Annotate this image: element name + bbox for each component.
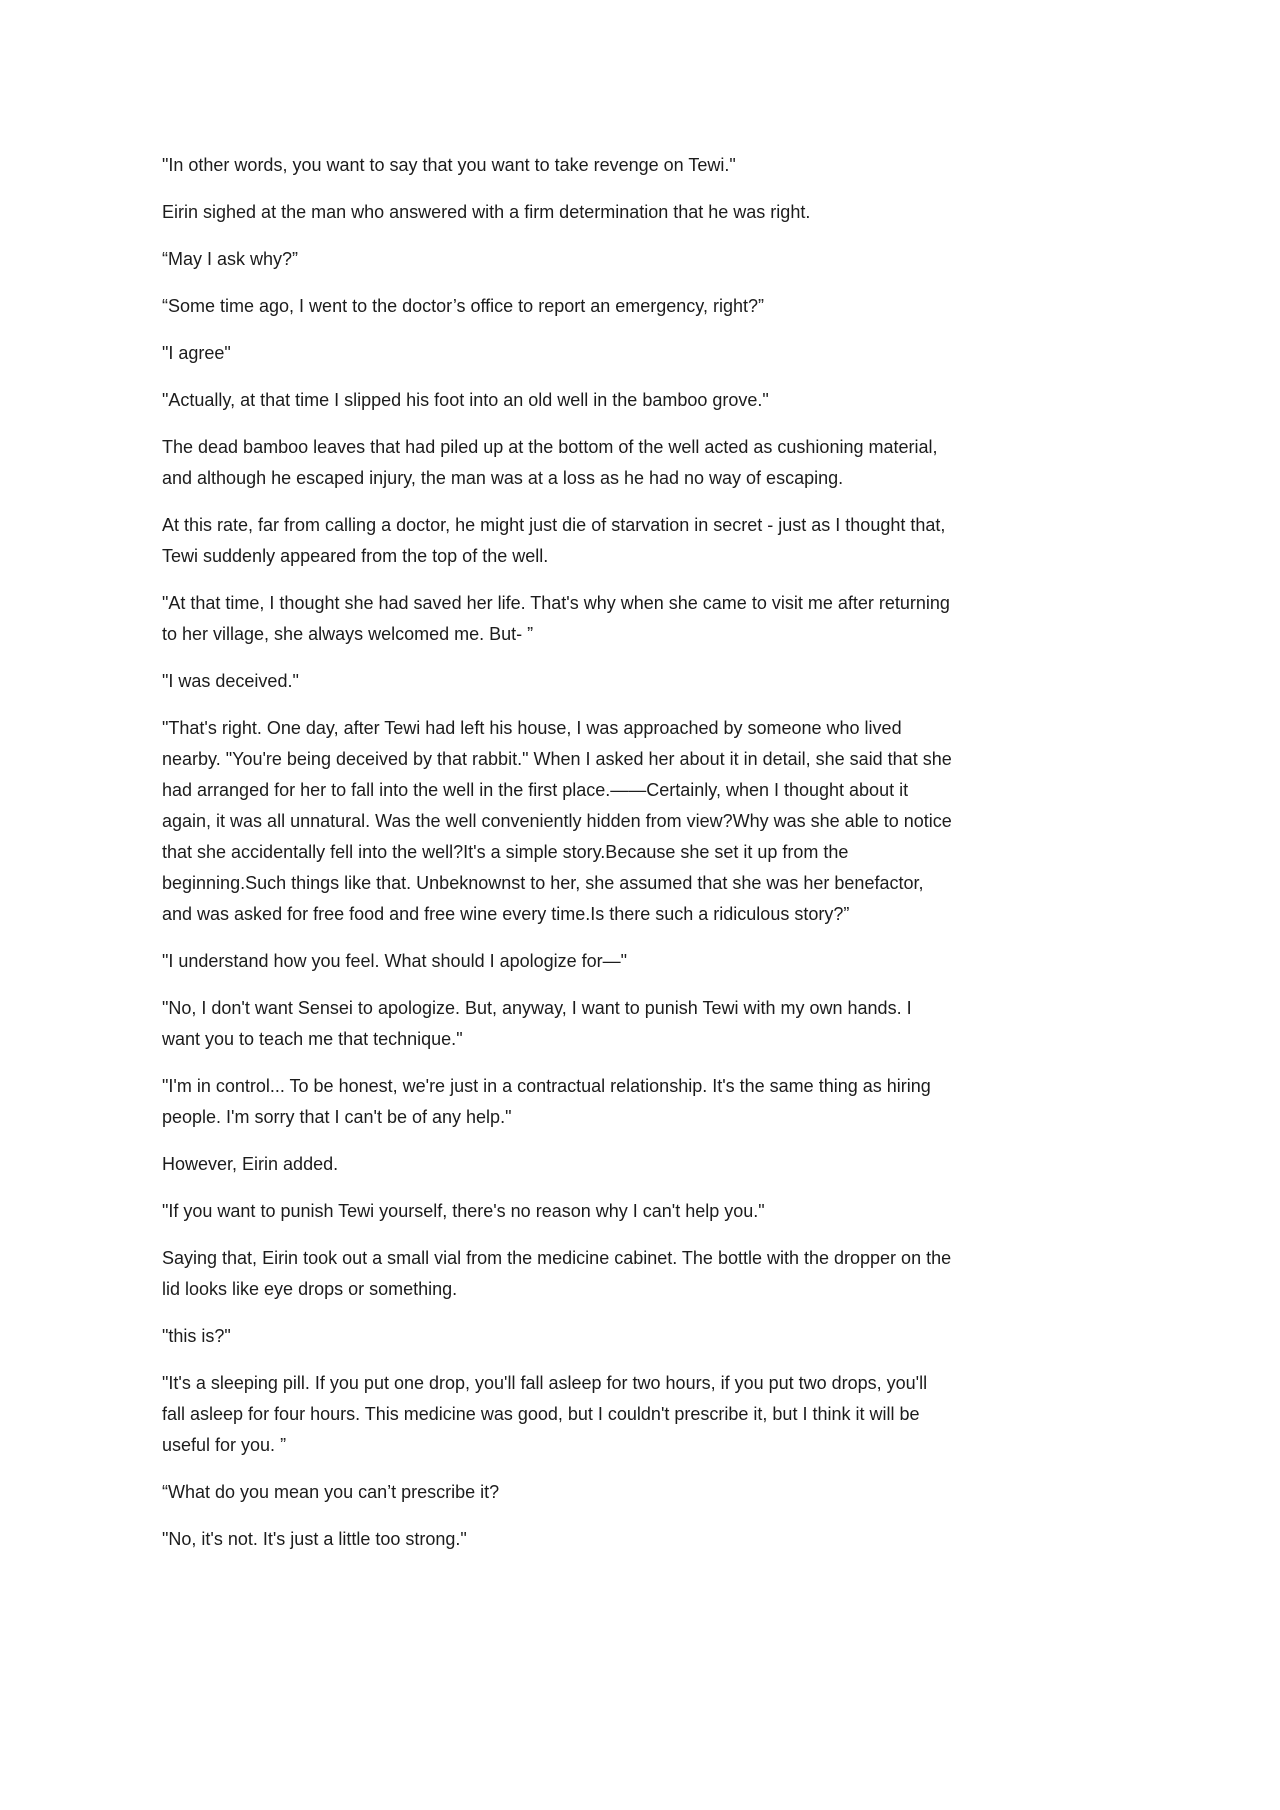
paragraph: "If you want to punish Tewi yourself, there's no reason why I can't help you." bbox=[162, 1201, 765, 1221]
paragraph: "It's a sleeping pill. If you put one drop, you'll fall asleep for two hours, if you put two drops, you'll fall asleep for four hours. This medicine was good, but I couldn't prescribe it, but I think it will be useful for you. ” bbox=[162, 1373, 933, 1455]
paragraph: Saying that, Eirin took out a small vial from the medicine cabinet. The bottle with the dropper on the lid looks like eye drops or something. bbox=[162, 1248, 957, 1299]
paragraph: "Actually, at that time I slipped his foot into an old well in the bamboo grove." bbox=[162, 390, 769, 410]
paragraph: "That's right. One day, after Tewi had left his house, I was approached by someone who lived nearby. "You're being deceived by that rabbit." When I asked her about it in detail, she said that she had arranged for her to fall into the well in the first place.——Certainly, when I thought about it again, it was all unnatural. Was the well conveniently hidden from view?Why was she able to notice that she accidentally fell into the well?It's a simple story.Because she set it up from the beginning.Such things like that. Unbeknownst to her, she assumed that she was her benefactor, and was asked for free food and free wine every time.Is there such a ridiculous story?” bbox=[162, 718, 957, 924]
paragraph: "I understand how you feel. What should I apologize for—" bbox=[162, 951, 628, 971]
paragraph: "this is?" bbox=[162, 1326, 231, 1346]
paragraph: “Some time ago, I went to the doctor’s office to report an emergency, right?” bbox=[162, 296, 764, 316]
paragraph: "I agree" bbox=[162, 343, 231, 363]
paragraph: “May I ask why?” bbox=[162, 249, 299, 269]
paragraph: "No, it's not. It's just a little too strong." bbox=[162, 1529, 467, 1549]
paragraph: "In other words, you want to say that you want to take revenge on Tewi." bbox=[162, 155, 736, 175]
paragraph: "At that time, I thought she had saved her life. That's why when she came to visit me after returning to her village, she always welcomed me. But- ” bbox=[162, 593, 955, 644]
paragraph: The dead bamboo leaves that had piled up at the bottom of the well acted as cushioning material, and although he escaped injury, the man was at a loss as he had no way of escaping. bbox=[162, 437, 943, 488]
paragraph: "I was deceived." bbox=[162, 671, 299, 691]
paragraph: "No, I don't want Sensei to apologize. But, anyway, I want to punish Tewi with my own hands. I want you to teach me that technique." bbox=[162, 998, 917, 1049]
paragraph: "I'm in control... To be honest, we're just in a contractual relationship. It's the same thing as hiring people. I'm sorry that I can't be of any help." bbox=[162, 1076, 936, 1127]
paragraph: At this rate, far from calling a doctor, he might just die of starvation in secret - just as I thought that, Tewi suddenly appeared from the top of the well. bbox=[162, 515, 951, 566]
document-text-block bbox=[162, 150, 957, 1571]
paragraph: “What do you mean you can’t prescribe it? bbox=[162, 1482, 500, 1502]
paragraph: Eirin sighed at the man who answered with a firm determination that he was right. bbox=[162, 202, 811, 222]
paragraph: However, Eirin added. bbox=[162, 1154, 339, 1174]
